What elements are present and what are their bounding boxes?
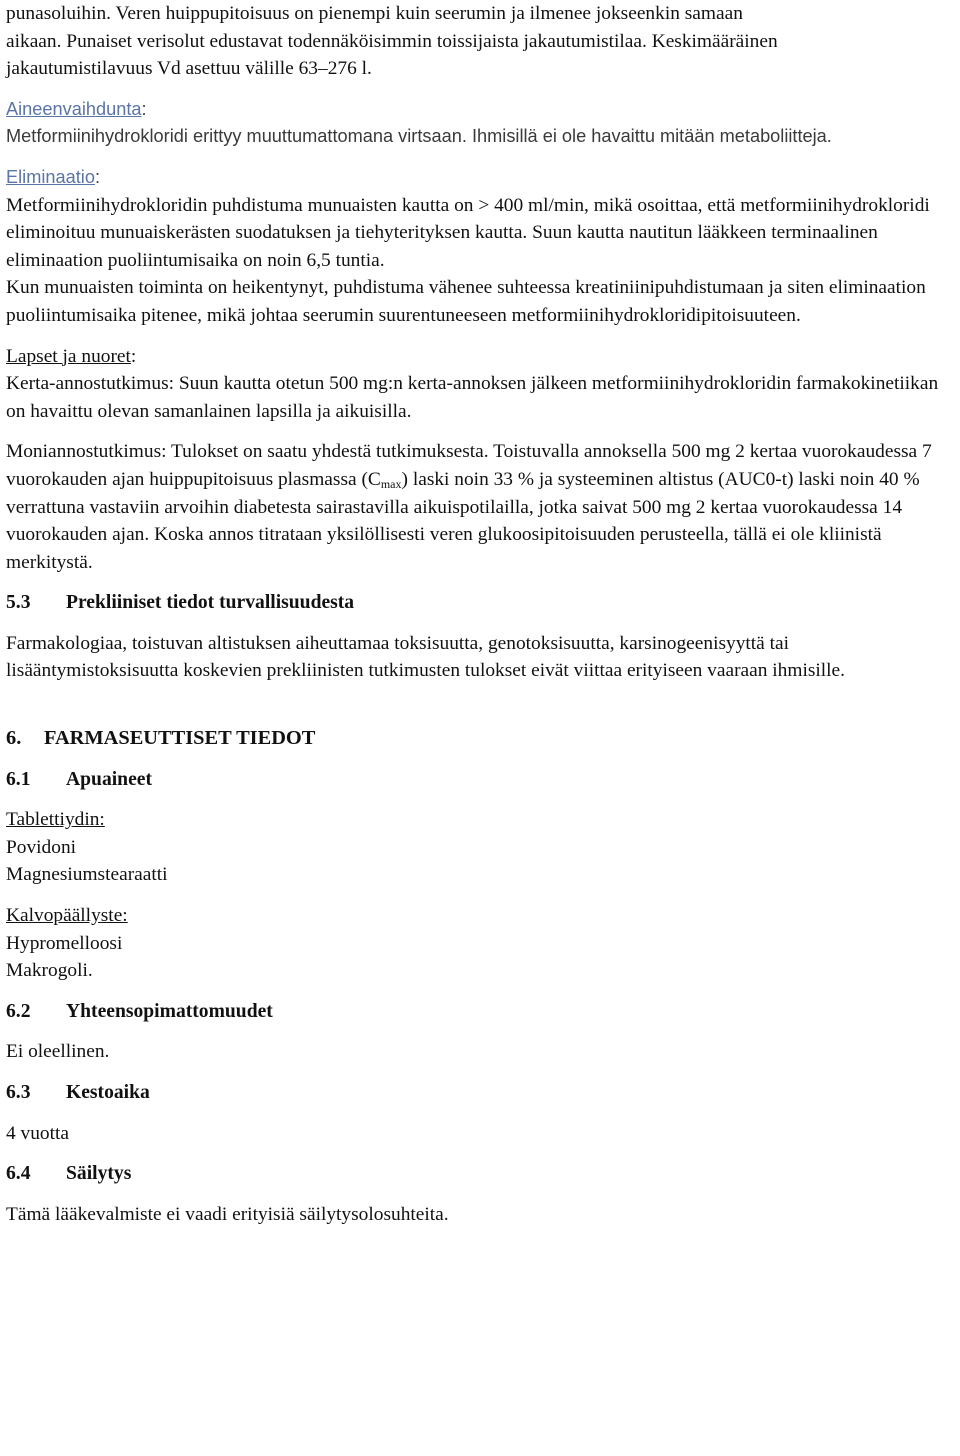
section-6-4-heading — [6, 1160, 952, 1188]
single-dose-study: Kerta-annostutkimus: Suun kautta otetun 500 mg:n kerta-annoksen jälkeen metformiinihydrokloridin farmakokinetiikan on havaittu olevan samanlainen lapsilla ja aikuisilla. — [6, 373, 939, 422]
tablet-core-label: Tablettiydin: — [6, 809, 105, 831]
elimination-section — [6, 164, 952, 330]
section-number: 5.3 — [6, 592, 31, 614]
section-title: FARMASEUTTISET TIEDOT — [44, 727, 316, 750]
section-title: Säilytys — [66, 1163, 132, 1185]
multi-dose-text-a: Moniannostutkimus: Tulokset on saatu yhdestä tutkimuksesta. Toistuvalla annoksella 500 mg 2 kertaa vuorokaudessa 7 vuorokauden ajan huippupitoisuus plasmassa (C — [6, 441, 932, 490]
document-page — [6, 0, 952, 1228]
elimination-heading: Eliminaatio — [6, 166, 95, 187]
section-5-3-heading — [6, 589, 952, 617]
incompatibilities-text: Ei oleellinen. — [6, 1041, 110, 1063]
section-number: 6.2 — [6, 1000, 31, 1022]
section-6-2-heading — [6, 998, 952, 1026]
preclinical-text: Farmakologiaa, toistuvan altistuksen aiheuttamaa toksisuutta, genotoksisuutta, karsinogeenisyyttä tai lisääntymistoksisuutta koskevien prekliinisten tutkimusten tulokset eivät viittaa erityiseen vaaraan ihmisille. — [6, 632, 846, 682]
section-6-3-heading — [6, 1079, 952, 1107]
section-number: 6.4 — [6, 1163, 31, 1185]
metabolism-text: Metformiinihydrokloridi erittyy muuttumattomana virtsaan. Ihmisillä ei ole havaittu mitään metaboliitteja. — [6, 126, 832, 147]
section-title: Apuaineet — [66, 768, 153, 790]
excipient-item: Magnesiumstearaatti — [6, 864, 168, 886]
cmax-subscript: max — [380, 476, 402, 491]
shelf-life-text: 4 vuotta — [6, 1122, 70, 1144]
storage-text: Tämä lääkevalmiste ei vaadi erityisiä säilytysolosuhteita. — [6, 1203, 449, 1225]
metabolism-section — [6, 96, 952, 151]
section-number: 6.1 — [6, 768, 31, 790]
section-6-heading — [6, 725, 952, 753]
elimination-colon: : — [94, 166, 101, 187]
multi-dose-study — [6, 438, 952, 576]
metabolism-heading: Aineenvaihdunta — [6, 98, 142, 119]
pk-line-3: jakautumistilavuus Vd asettuu välille 63–276 l. — [6, 58, 372, 80]
children-heading: Lapset ja nuoret — [6, 345, 131, 367]
excipient-item: Povidoni — [6, 836, 77, 858]
section-number: 6. — [6, 727, 22, 750]
section-6-1-heading — [6, 766, 952, 794]
children-colon: : — [130, 345, 137, 367]
film-coating-label: Kalvopäällyste: — [6, 905, 128, 927]
excipient-item: Makrogoli. — [6, 960, 93, 982]
pk-line-2: aikaan. Punaiset verisolut edustavat todennäköisimmin toissijaista jakautumistilaa. Keskimääräinen — [6, 30, 778, 52]
multi-dose-text-b: ) laski noin 33 % ja systeeminen altistus (AUC0-t) laski noin 40 % verrattuna vastaviin arvoihin diabetesta sairastavilla aikuispotilailla, jotka saivat 500 mg 2 kertaa vuorokaudessa 14 vuorokauden ajan. Koska annos titrataan yksilöllisesti veren glukoosipitoisuuden perusteella, tällä ei ole kliinistä merkitystä. — [6, 468, 920, 573]
section-number: 6.3 — [6, 1082, 31, 1103]
elimination-paragraph-2: Kun munuaisten toiminta on heikentynyt, puhdistuma vähenee suhteessa kreatiniinipuhdistumaan ja siten eliminaation puoliintumisaika pitenee, mikä johtaa seerumin suurentuneeseen metformiinihydrokloridipitoisuuteen. — [6, 277, 926, 326]
excipient-item: Hypromelloosi — [6, 932, 123, 954]
section-title: Kestoaika — [66, 1082, 150, 1103]
pk-line-1: punasoluihin. Veren huippupitoisuus on pienempi kuin seerumin ja ilmenee jokseenkin samaan — [6, 3, 743, 24]
metabolism-colon: : — [141, 98, 147, 119]
section-title: Yhteensopimattomuudet — [66, 1000, 273, 1022]
section-title: Prekliiniset tiedot turvallisuudesta — [66, 592, 355, 614]
distribution-text — [6, 0, 952, 83]
elimination-paragraph-1: Metformiinihydrokloridin puhdistuma munuaisten kautta on > 400 ml/min, mikä osoittaa, että metformiinihydrokloridi eliminoituu munuaiskerästen suodatuksen ja tiehyterityksen kautta. Suun kautta nautitun lääkkeen terminaalinen eliminaation puoliintumisaika on noin 6,5 tuntia. — [6, 194, 930, 271]
children-section — [6, 343, 952, 577]
